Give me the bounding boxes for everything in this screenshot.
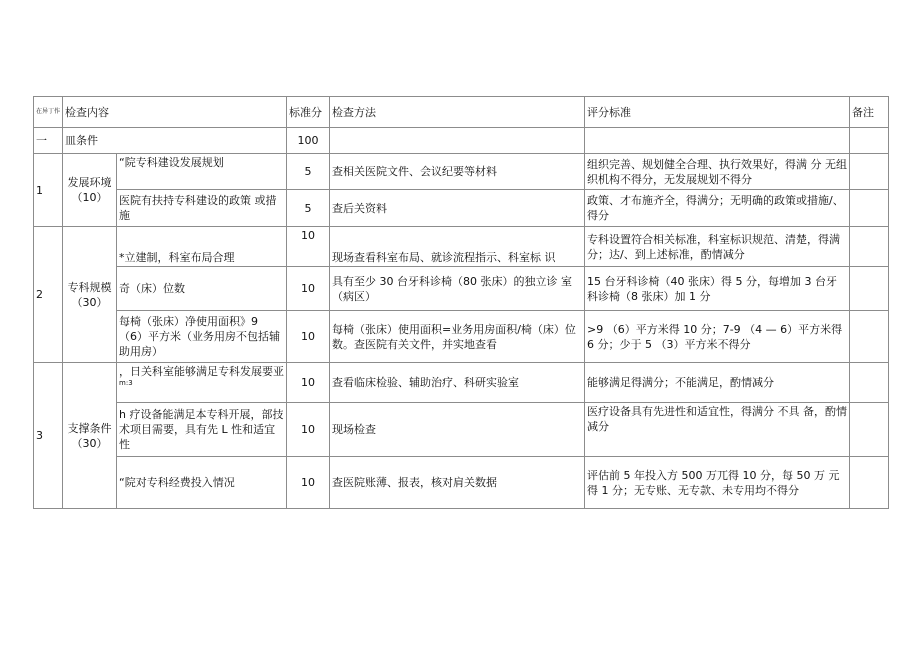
- row-content: h 疗设备能满足本专科开展，部技术项目需要，具有先 L 性和适宜性: [117, 403, 287, 457]
- group-seq: 1: [34, 154, 63, 227]
- row-method: 现场查看科室布局、就诊流程指示、科室标 识: [330, 227, 585, 267]
- row-method: 查相关医院文件、会议纪要等材料: [330, 154, 585, 190]
- group-seq: 2: [34, 227, 63, 363]
- row-content: “院专科建设发展规划: [117, 154, 287, 190]
- header-score: 标准分: [287, 97, 330, 128]
- table-row: [34, 227, 889, 267]
- row-remark: [850, 154, 889, 190]
- table-row: [34, 457, 889, 509]
- group-item: [63, 154, 117, 227]
- row-score: 10: [287, 311, 330, 363]
- header-remark: 备注: [850, 97, 889, 128]
- header-method: 检查方法: [330, 97, 585, 128]
- row-content-text: ，日关科室能够满足专科发展要亚: [119, 365, 285, 378]
- row-criteria: 评估前 5 年投入方 500 万兀得 10 分，每 50 万 元得 1 分；无专账、无专款、未专用均不得分: [585, 457, 850, 509]
- header-seq: 在异丁作: [34, 97, 63, 128]
- row-remark: [850, 267, 889, 311]
- section-seq: 一: [34, 128, 63, 154]
- group-item-name: 专科规模: [67, 280, 112, 294]
- row-remark: [850, 311, 889, 363]
- evaluation-table: [33, 96, 889, 509]
- row-content: 医院有扶持专科建设的政策 或措施: [117, 190, 287, 227]
- row-content: [117, 363, 287, 403]
- section-row: [34, 128, 889, 154]
- row-method: 现场检查: [330, 403, 585, 457]
- group-item-score: （30）: [71, 295, 108, 309]
- row-method: 查医院账薄、报表，核对肩关数据: [330, 457, 585, 509]
- row-score: 5: [287, 190, 330, 227]
- row-method: 查后关资料: [330, 190, 585, 227]
- group-item-score: （30）: [71, 436, 108, 450]
- row-method: 具有至少 30 台牙科诊椅（80 张床）的独立诊 室（病区）: [330, 267, 585, 311]
- row-criteria: 专科设置符合相关标准，科室标识规范、清楚，得满分；达/、到上述标准，酌情减分: [585, 227, 850, 267]
- row-remark: [850, 190, 889, 227]
- row-content-note: m:3: [119, 379, 133, 387]
- section-remark: [850, 128, 889, 154]
- table-row: [34, 311, 889, 363]
- group-item: [63, 227, 117, 363]
- table-row: [34, 267, 889, 311]
- row-criteria: 能够满足得满分；不能满足，酌情减分: [585, 363, 850, 403]
- table-row: [34, 154, 889, 190]
- row-content: 奇（床）位数: [117, 267, 287, 311]
- row-remark: [850, 363, 889, 403]
- row-score: 10: [287, 403, 330, 457]
- table-row: [34, 403, 889, 457]
- row-content: “院对专科经费投入情况: [117, 457, 287, 509]
- header-row: [34, 97, 889, 128]
- group-seq: 3: [34, 363, 63, 509]
- row-content: 每椅（张床）净使用面积》9 （6）平方米（业务用房不包括辅助用房）: [117, 311, 287, 363]
- row-method: 查看临床检验、辅助治疗、科研实验室: [330, 363, 585, 403]
- header-content: 检查内容: [63, 97, 287, 128]
- group-item-name: 发展环境: [67, 176, 112, 189]
- row-content-text: *立建制，科室布局合理: [119, 251, 235, 264]
- section-criteria: [585, 128, 850, 154]
- row-remark: [850, 403, 889, 457]
- row-score: 5: [287, 154, 330, 190]
- row-score: 10: [287, 457, 330, 509]
- row-content: [117, 227, 287, 267]
- table-row: [34, 363, 889, 403]
- section-score: 100: [287, 128, 330, 154]
- row-method: 每椅（张床）使用面积=业务用房面积/椅（床）位数。查医院有关文件，并实地查看: [330, 311, 585, 363]
- row-score: 10: [287, 267, 330, 311]
- group-item-name: 支撑条件: [67, 421, 112, 435]
- header-criteria: 评分标准: [585, 97, 850, 128]
- section-content: 皿条件: [63, 128, 287, 154]
- table-row: [34, 190, 889, 227]
- row-criteria: 15 台牙科诊椅（40 张床）得 5 分，每增加 3 台牙科诊椅（8 张床）加 1 分: [585, 267, 850, 311]
- row-criteria: 组织完善、规划健全合理、执行效果好，得满 分 无组织机构不得分，无发展规划不得分: [585, 154, 850, 190]
- row-remark: [850, 227, 889, 267]
- row-criteria: 政策、才布施齐全，得满分；无明确的政策或措施/、得分: [585, 190, 850, 227]
- row-score: 10: [287, 227, 330, 267]
- row-criteria: >9 （6）平方米得 10 分；7-9 （4 — 6）平方米得 6 分；少于 5 （3）平方米不得分: [585, 311, 850, 363]
- group-item-score: （10）: [71, 191, 108, 204]
- section-method: [330, 128, 585, 154]
- row-criteria: 医疗设备具有先进性和适宜性，得满分 不具 备，酌情减分: [585, 403, 850, 457]
- row-score: 10: [287, 363, 330, 403]
- group-item: [63, 363, 117, 509]
- row-remark: [850, 457, 889, 509]
